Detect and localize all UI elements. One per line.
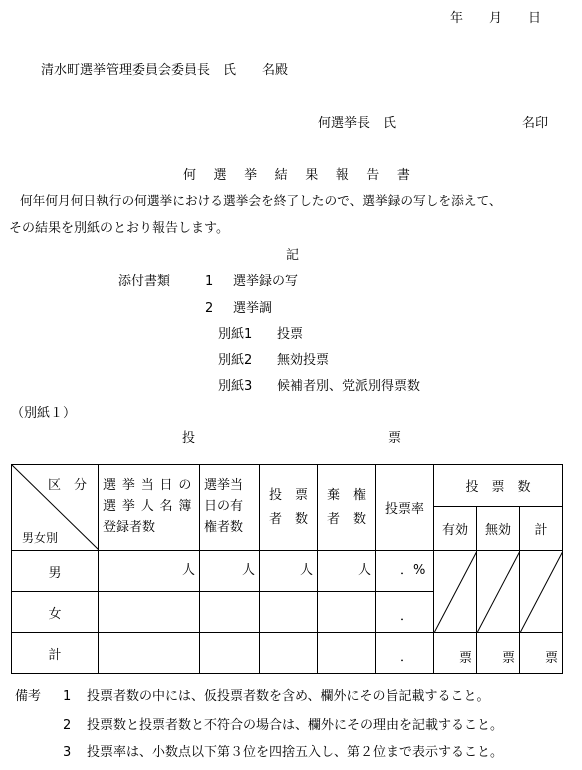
sub-attachment-2-label: 別紙2 <box>218 353 253 368</box>
header-vote-total: 計 <box>520 507 563 551</box>
header-eligible-line2: 日の有 <box>204 499 244 515</box>
annex-title-left: 投 <box>182 431 196 446</box>
unit-person: 人 <box>299 563 313 578</box>
attachment-2: 選挙調 <box>233 301 273 316</box>
remark-2: 投票数と投票者数と不符合の場合は、欄外にその理由を記載すること。 <box>87 718 504 733</box>
ki-heading: 記 <box>286 248 300 263</box>
header-registered-voters <box>99 465 200 551</box>
cell-total-total <box>520 633 563 674</box>
strike-diagonal <box>477 551 520 633</box>
header-turnout: 投票率 <box>376 465 434 551</box>
attachment-1: 選挙録の写 <box>233 274 299 289</box>
header-invalid: 無効 <box>477 507 520 551</box>
remark-3: 投票率は、小数点以下第３位を四捨五入し、第２位まで表示すること。 <box>87 745 504 760</box>
body-line-2: その結果を別紙のとおり報告します。 <box>9 221 229 236</box>
row-label-total: 計 <box>12 633 99 674</box>
header-registered-line3: 登録者数 <box>103 519 156 535</box>
header-voters-line1: 投 票 <box>268 488 308 504</box>
cell-male-voters <box>260 551 318 592</box>
addressee: 清水町選挙管理委員会委員長 氏 名殿 <box>41 63 289 78</box>
table-row-total <box>12 633 563 674</box>
header-abstainers-line2: 者 数 <box>326 511 366 527</box>
cell-female-voters <box>260 592 318 633</box>
unit-vote: 票 <box>458 651 472 666</box>
unit-vote: 票 <box>544 651 558 666</box>
header-abstainers <box>318 465 376 551</box>
header-eligible-line1: 選挙当 <box>204 478 244 494</box>
header-voters-line2: 者 数 <box>268 511 308 527</box>
header-voters <box>260 465 318 551</box>
cell-female-registered <box>99 592 200 633</box>
attachments-label: 添付書類 <box>118 274 171 289</box>
cell-total-registered <box>99 633 200 674</box>
cell-female-turnout <box>376 592 434 633</box>
unit-person: 人 <box>241 563 255 578</box>
cell-male-abstainers <box>318 551 376 592</box>
cell-male-turnout <box>376 551 434 592</box>
sub-attachment-3: 候補者別、党派別得票数 <box>277 379 421 394</box>
remark-3-number: 3 <box>63 745 72 760</box>
seal: 名印 <box>522 116 549 131</box>
date-line: 年 月 日 <box>450 11 542 26</box>
header-eligible-line3: 権者数 <box>204 519 244 535</box>
annex-label: （別紙１） <box>11 406 77 421</box>
cell-male-female-total <box>520 551 563 633</box>
document-title: 何選挙結果報告書 <box>183 168 428 183</box>
remark-1: 投票者数の中には、仮投票者数を含め、欄外にその旨記載すること。 <box>87 689 490 704</box>
remark-2-number: 2 <box>63 718 72 733</box>
row-label-female: 女 <box>12 592 99 633</box>
sub-attachment-1: 投票 <box>277 327 304 342</box>
corner-header-bottom: 男女別 <box>22 531 59 545</box>
sub-attachment-2: 無効投票 <box>277 353 330 368</box>
strike-diagonal <box>434 551 477 633</box>
body-line-1: 何年何月何日執行の何選挙における選挙会を終了したので、選挙録の写しを添えて、 <box>20 193 502 208</box>
rate-dot: ． <box>400 650 414 665</box>
cell-total-eligible <box>200 633 260 674</box>
sender: 何選挙長 氏 <box>318 116 397 131</box>
header-vote-count: 投 票 数 <box>434 465 563 507</box>
header-registered-line2: 選挙人名簿 <box>103 499 198 515</box>
header-registered-line1: 選挙当日の <box>103 478 198 494</box>
attachment-2-number: 2 <box>205 301 214 316</box>
cell-male-eligible <box>200 551 260 592</box>
corner-cell <box>12 465 99 551</box>
cell-total-turnout <box>376 633 434 674</box>
cell-male-registered <box>99 551 200 592</box>
annex-title-right: 票 <box>388 431 402 446</box>
strike-diagonal <box>520 551 563 633</box>
unit-person: 人 <box>181 563 195 578</box>
sub-attachment-3-label: 別紙3 <box>218 379 253 394</box>
attachment-1-number: 1 <box>205 274 214 289</box>
vote-table <box>11 464 563 674</box>
row-label-male: 男 <box>12 551 99 592</box>
remark-1-number: 1 <box>63 689 72 704</box>
corner-header-top: 区 分 <box>48 478 88 493</box>
unit-person: 人 <box>357 563 371 578</box>
cell-male-female-invalid <box>477 551 520 633</box>
cell-female-eligible <box>200 592 260 633</box>
cell-total-abstainers <box>318 633 376 674</box>
rate-dot: ． <box>400 609 414 624</box>
header-eligible-voters <box>200 465 260 551</box>
cell-total-invalid <box>477 633 520 674</box>
remarks-label: 備考 <box>15 689 42 704</box>
cell-total-voters <box>260 633 318 674</box>
unit-vote: 票 <box>501 651 515 666</box>
cell-total-valid <box>434 633 477 674</box>
table-row-male <box>12 551 563 592</box>
cell-male-female-valid <box>434 551 477 633</box>
header-valid: 有効 <box>434 507 477 551</box>
header-abstainers-line1: 棄 権 <box>326 488 366 504</box>
sub-attachment-1-label: 別紙1 <box>218 327 253 342</box>
cell-female-abstainers <box>318 592 376 633</box>
rate-unit: ．% <box>400 563 426 578</box>
